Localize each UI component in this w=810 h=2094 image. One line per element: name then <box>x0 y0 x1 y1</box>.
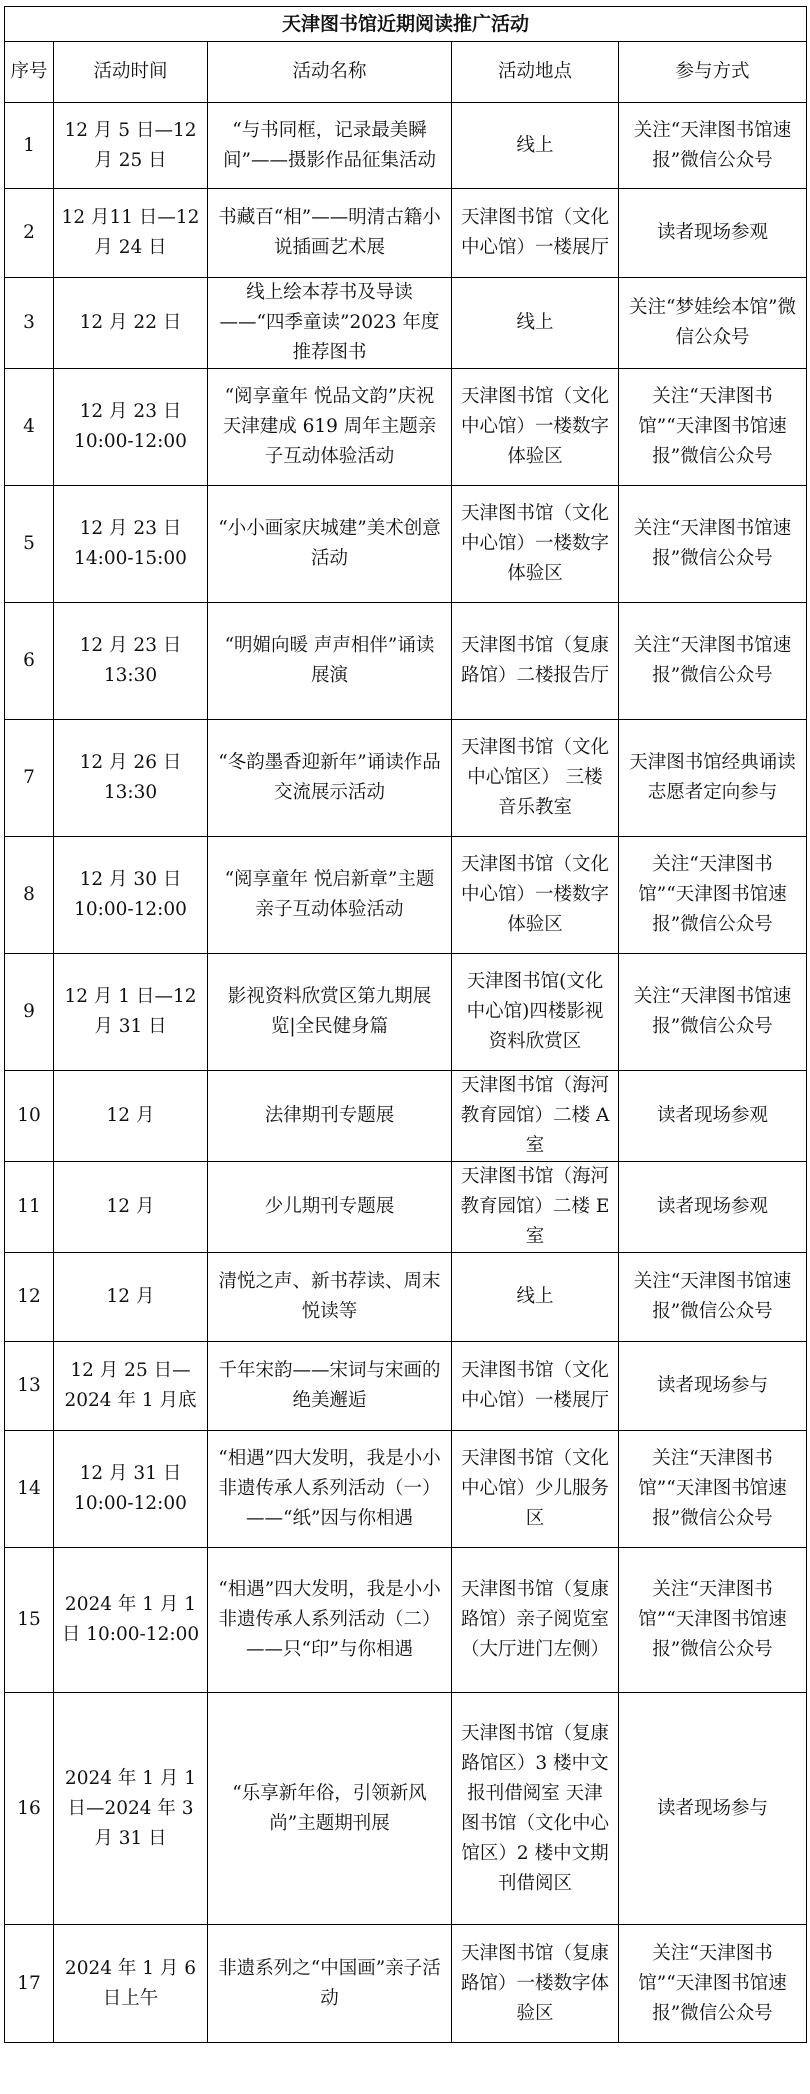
cell-name: “明媚向暖 声声相伴”诵读展演 <box>208 603 452 720</box>
cell-name: “冬韵墨香迎新年”诵读作品交流展示活动 <box>208 720 452 837</box>
cell-num: 14 <box>5 1431 54 1548</box>
cell-time: 12 月 25 日—2024 年 1 月底 <box>54 1342 208 1431</box>
cell-join: 关注“天津图书馆速报”微信公众号 <box>619 486 807 603</box>
cell-place: 天津图书馆（海河教育园馆）二楼 A 室 <box>452 1071 619 1162</box>
table-row <box>5 837 807 954</box>
cell-place: 天津图书馆（复康路馆）一楼数字体验区 <box>452 1925 619 2043</box>
cell-num: 4 <box>5 369 54 486</box>
cell-num: 12 <box>5 1253 54 1342</box>
cell-place: 线上 <box>452 278 619 369</box>
cell-num: 13 <box>5 1342 54 1431</box>
cell-join: 关注“天津图书馆速报”微信公众号 <box>619 954 807 1071</box>
cell-place: 天津图书馆（文化中心馆）少儿服务区 <box>452 1431 619 1548</box>
cell-name: 少儿期刊专题展 <box>208 1162 452 1253</box>
table-row <box>5 1342 807 1431</box>
cell-time: 12 月 31 日 10:00-12:00 <box>54 1431 208 1548</box>
cell-join: 关注“天津图书馆速报”微信公众号 <box>619 1253 807 1342</box>
cell-time: 2024 年 1 月 1 日—2024 年 3 月 31 日 <box>54 1693 208 1925</box>
cell-place: 天津图书馆（文化中心馆）一楼数字体验区 <box>452 837 619 954</box>
cell-num: 7 <box>5 720 54 837</box>
cell-name: “相遇”四大发明，我是小小非遗传承人系列活动（一）——“纸”因与你相遇 <box>208 1431 452 1548</box>
cell-time: 12 月 30 日 10:00-12:00 <box>54 837 208 954</box>
activity-table <box>4 6 807 2043</box>
table-row <box>5 103 807 189</box>
cell-join: 关注“天津图书馆速报”微信公众号 <box>619 603 807 720</box>
cell-name: 千年宋韵——宋词与宋画的绝美邂逅 <box>208 1342 452 1431</box>
cell-join: 关注“天津图书馆”“天津图书馆速报”微信公众号 <box>619 1925 807 2043</box>
table-row <box>5 1162 807 1253</box>
cell-time: 12 月 23 日 14:00-15:00 <box>54 486 208 603</box>
header-row <box>5 42 807 103</box>
cell-join: 读者现场参观 <box>619 189 807 278</box>
header-name: 活动名称 <box>208 42 452 103</box>
cell-join: 读者现场参观 <box>619 1071 807 1162</box>
cell-name: “与书同框，记录最美瞬间”——摄影作品征集活动 <box>208 103 452 189</box>
header-join: 参与方式 <box>619 42 807 103</box>
table-row <box>5 486 807 603</box>
cell-join: 读者现场参与 <box>619 1693 807 1925</box>
cell-num: 16 <box>5 1693 54 1925</box>
cell-place: 天津图书馆（复康路馆）二楼报告厅 <box>452 603 619 720</box>
cell-num: 17 <box>5 1925 54 2043</box>
cell-name: 影视资料欣赏区第九期展览|全民健身篇 <box>208 954 452 1071</box>
table-title: 天津图书馆近期阅读推广活动 <box>5 7 807 42</box>
cell-num: 6 <box>5 603 54 720</box>
cell-num: 8 <box>5 837 54 954</box>
cell-name: 清悦之声、新书荐读、周末悦读等 <box>208 1253 452 1342</box>
cell-join: 关注“天津图书馆”“天津图书馆速报”微信公众号 <box>619 1431 807 1548</box>
cell-name: “乐享新年俗，引领新风尚”主题期刊展 <box>208 1693 452 1925</box>
cell-name: “阅享童年 悦品文韵”庆祝天津建成 619 周年主题亲子互动体验活动 <box>208 369 452 486</box>
cell-time: 12 月 <box>54 1071 208 1162</box>
cell-place: 天津图书馆（文化中心馆）一楼数字体验区 <box>452 369 619 486</box>
table-row <box>5 189 807 278</box>
table-row <box>5 720 807 837</box>
cell-time: 12 月 26 日 13:30 <box>54 720 208 837</box>
cell-num: 5 <box>5 486 54 603</box>
cell-num: 2 <box>5 189 54 278</box>
cell-name: 非遗系列之“中国画”亲子活动 <box>208 1925 452 2043</box>
cell-place: 天津图书馆（复康路馆区）3 楼中文报刊借阅室 天津图书馆（文化中心馆区）2 楼中文期刊借阅区 <box>452 1693 619 1925</box>
cell-time: 2024 年 1 月 6 日上午 <box>54 1925 208 2043</box>
table-row <box>5 603 807 720</box>
cell-place: 天津图书馆（文化中心馆）一楼展厅 <box>452 1342 619 1431</box>
cell-join: 关注“天津图书馆速报”微信公众号 <box>619 103 807 189</box>
cell-join: 天津图书馆经典诵读志愿者定向参与 <box>619 720 807 837</box>
table-row <box>5 1548 807 1693</box>
cell-time: 12 月 5 日—12 月 25 日 <box>54 103 208 189</box>
cell-name: “阅享童年 悦启新章”主题亲子互动体验活动 <box>208 837 452 954</box>
cell-join: 关注“天津图书馆”“天津图书馆速报”微信公众号 <box>619 837 807 954</box>
cell-num: 10 <box>5 1071 54 1162</box>
cell-join: 关注“梦娃绘本馆”微信公众号 <box>619 278 807 369</box>
table-row <box>5 954 807 1071</box>
cell-time: 12 月 1 日—12 月 31 日 <box>54 954 208 1071</box>
cell-num: 9 <box>5 954 54 1071</box>
cell-time: 12 月 <box>54 1253 208 1342</box>
cell-name: “相遇”四大发明，我是小小非遗传承人系列活动（二）——只“印”与你相遇 <box>208 1548 452 1693</box>
cell-place: 天津图书馆（文化中心馆区） 三楼音乐教室 <box>452 720 619 837</box>
cell-time: 12 月 <box>54 1162 208 1253</box>
cell-time: 2024 年 1 月 1 日 10:00-12:00 <box>54 1548 208 1693</box>
table-row <box>5 278 807 369</box>
cell-time: 12 月11 日—12 月 24 日 <box>54 189 208 278</box>
cell-name: “小小画家庆城建”美术创意活动 <box>208 486 452 603</box>
table-row <box>5 1693 807 1925</box>
header-num: 序号 <box>5 42 54 103</box>
cell-place: 天津图书馆（文化中心馆）一楼展厅 <box>452 189 619 278</box>
cell-place: 天津图书馆（文化中心馆）一楼数字体验区 <box>452 486 619 603</box>
cell-num: 1 <box>5 103 54 189</box>
cell-join: 关注“天津图书馆”“天津图书馆速报”微信公众号 <box>619 1548 807 1693</box>
cell-join: 关注“天津图书馆”“天津图书馆速报”微信公众号 <box>619 369 807 486</box>
cell-place: 天津图书馆（海河教育园馆）二楼 E 室 <box>452 1162 619 1253</box>
header-time: 活动时间 <box>54 42 208 103</box>
cell-place: 线上 <box>452 103 619 189</box>
cell-place: 线上 <box>452 1253 619 1342</box>
table-row <box>5 369 807 486</box>
cell-name: 书藏百“相”——明清古籍小说插画艺术展 <box>208 189 452 278</box>
table-row <box>5 1925 807 2043</box>
table-row <box>5 1253 807 1342</box>
cell-join: 读者现场参观 <box>619 1162 807 1253</box>
cell-time: 12 月 22 日 <box>54 278 208 369</box>
cell-name: 法律期刊专题展 <box>208 1071 452 1162</box>
cell-num: 15 <box>5 1548 54 1693</box>
table-row <box>5 1071 807 1162</box>
cell-num: 11 <box>5 1162 54 1253</box>
cell-place: 天津图书馆（复康路馆）亲子阅览室（大厅进门左侧） <box>452 1548 619 1693</box>
table-row <box>5 1431 807 1548</box>
cell-time: 12 月 23 日 10:00-12:00 <box>54 369 208 486</box>
cell-num: 3 <box>5 278 54 369</box>
cell-join: 读者现场参与 <box>619 1342 807 1431</box>
cell-time: 12 月 23 日 13:30 <box>54 603 208 720</box>
header-place: 活动地点 <box>452 42 619 103</box>
cell-place: 天津图书馆(文化中心馆)四楼影视资料欣赏区 <box>452 954 619 1071</box>
cell-name: 线上绘本荐书及导读——“四季童读”2023 年度推荐图书 <box>208 278 452 369</box>
